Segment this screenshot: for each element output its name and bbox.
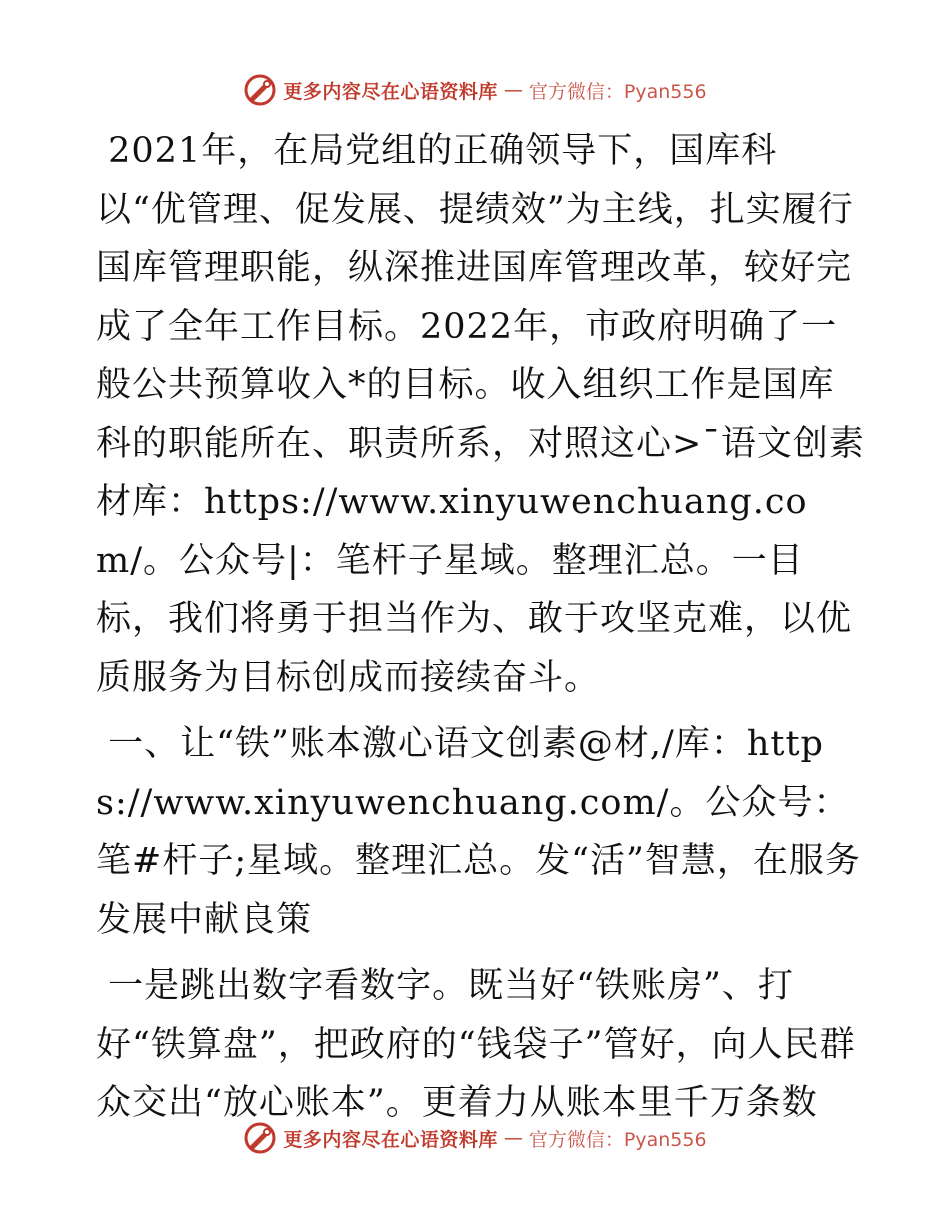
watermark-contact: 官方微信：Pyan556	[528, 1128, 707, 1151]
header-watermark	[0, 70, 950, 110]
paragraph-point-one: 一是跳出数字看数字。既当好“铁账房”、打好“铁算盘”，把政府的“钱袋子”管好，向人民群众交出“放心账本”。更着力从账本里千万条数	[96, 966, 856, 1123]
red-circle-pen-logo-icon	[243, 1121, 277, 1155]
document-body	[96, 118, 866, 1141]
watermark-site-name: 更多内容尽在心语资料库	[283, 80, 498, 103]
watermark-separator: —	[503, 79, 523, 101]
watermark-separator: —	[503, 1127, 523, 1149]
watermark-site-name: 更多内容尽在心语资料库	[283, 1128, 498, 1151]
watermark-contact: 官方微信：Pyan556	[528, 80, 707, 103]
footer-watermark	[0, 1118, 950, 1158]
paragraph-section-one-heading: 一、让“铁”账本激心语文创素@材,/库：https://www.xinyuwenchuang.com/。公众号：笔#杆子;星域。整理汇总。发“活”智慧，在服务发展中献良策	[96, 724, 861, 940]
paragraph-intro: 2021年，在局党组的正确领导下，国库科以“优管理、促发展、提绩效”为主线，扎实履行国库管理职能，纵深推进国库管理改革，较好完成了全年工作目标。2022年，市政府明确了一般公共预算收入*的目标。收入组织工作是国库科的职能所在、职责所系，对照这心>¯语文创素材库：https://www.xinyuwenchuang.com/。公众号|：笔杆子星域。整理汇总。一目标，我们将勇于担当作为、敢于攻坚克难，以优质服务为目标创成而接续奋斗。	[96, 131, 865, 698]
red-circle-pen-logo-icon	[243, 73, 277, 107]
